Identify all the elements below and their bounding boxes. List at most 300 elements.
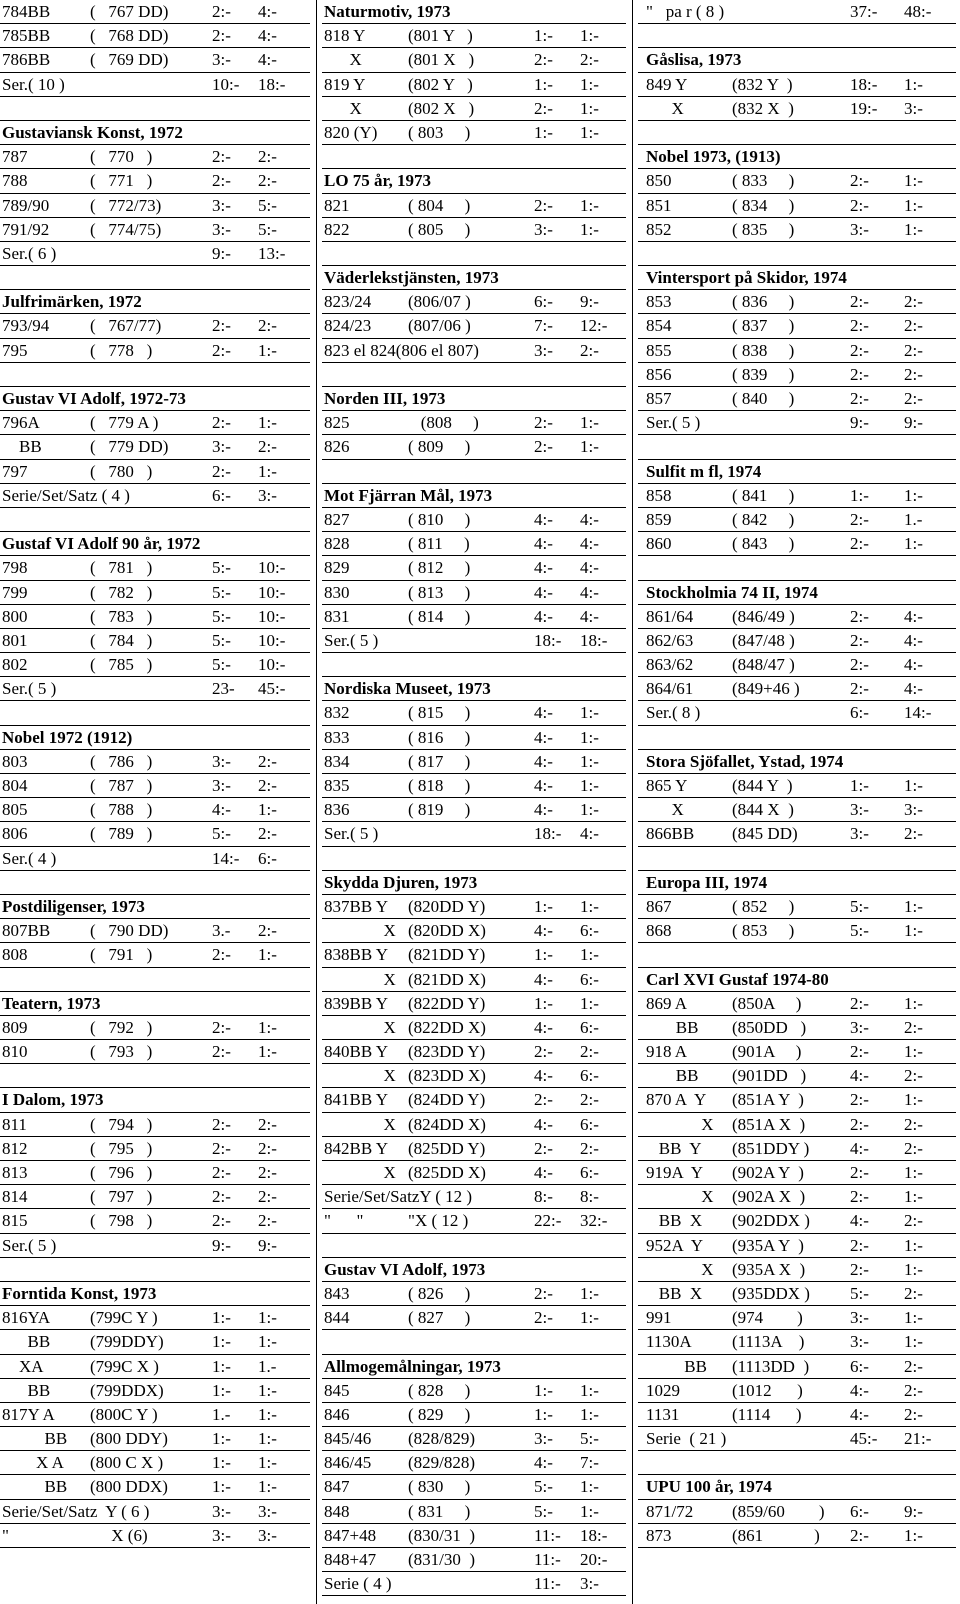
reference-number: (820DD X) bbox=[408, 921, 486, 941]
price-mint: 2:- bbox=[534, 98, 553, 118]
price-row bbox=[638, 363, 956, 387]
price-mint: 9:- bbox=[212, 243, 231, 263]
price-used: 1:- bbox=[258, 1477, 277, 1497]
reference-number: ( 840 ) bbox=[732, 389, 795, 408]
price-mint: 4:- bbox=[534, 1017, 553, 1037]
price-used: 18:- bbox=[258, 74, 286, 94]
price-used: 1:- bbox=[258, 1380, 277, 1400]
reference-number: ( 779 A ) bbox=[90, 413, 159, 433]
price-used: 10:- bbox=[258, 582, 286, 602]
section-heading bbox=[638, 460, 956, 484]
reference-number: ( 795 ) bbox=[90, 1138, 153, 1158]
price-mint: 4:- bbox=[534, 703, 553, 723]
section-title: Nobel 1973, (1913) bbox=[646, 147, 781, 167]
section-heading bbox=[638, 48, 956, 72]
blank-row bbox=[322, 653, 626, 677]
section-title: Stockholmia 74 II, 1974 bbox=[646, 582, 818, 602]
price-used: 1:- bbox=[580, 437, 599, 457]
price-used: 1:- bbox=[904, 921, 923, 941]
catalog-number: 870 A Y bbox=[646, 1090, 707, 1110]
reference-number: (800C Y ) bbox=[90, 1404, 158, 1424]
price-used: 3:- bbox=[258, 485, 277, 505]
catalog-number: 784BB bbox=[2, 2, 51, 21]
catalog-number: 829 bbox=[324, 558, 350, 578]
blank-row bbox=[0, 1258, 310, 1282]
price-mint: 5:- bbox=[850, 896, 869, 916]
price-row bbox=[322, 435, 626, 459]
reference-number: ( 767 DD) bbox=[90, 2, 169, 21]
price-row bbox=[0, 629, 310, 653]
section-heading bbox=[0, 290, 310, 314]
catalog-number: 814 bbox=[2, 1187, 28, 1207]
price-mint: 11:- bbox=[534, 1525, 561, 1545]
price-mint: 4:- bbox=[534, 1114, 553, 1134]
price-row bbox=[0, 1355, 310, 1379]
catalog-number: 800 bbox=[2, 606, 28, 626]
price-used: 1:- bbox=[904, 1187, 923, 1207]
blank-row bbox=[638, 1451, 956, 1475]
price-row bbox=[638, 1355, 956, 1379]
price-mint: 3:- bbox=[212, 1525, 231, 1545]
price-mint: 2:- bbox=[534, 1308, 553, 1328]
price-used: 3:- bbox=[904, 800, 923, 820]
catalog-number: " pa r ( 8 ) bbox=[646, 2, 725, 21]
price-used: 2:- bbox=[258, 1211, 277, 1231]
price-mint: 1:- bbox=[212, 1356, 231, 1376]
price-mint: 3:- bbox=[850, 1017, 869, 1037]
price-row bbox=[322, 1500, 626, 1524]
price-used: 1:- bbox=[580, 413, 599, 433]
price-used: 2:- bbox=[904, 1404, 923, 1424]
price-row bbox=[0, 242, 310, 266]
blank-row bbox=[638, 24, 956, 48]
price-row bbox=[638, 1209, 956, 1233]
price-used: 48:- bbox=[904, 2, 932, 21]
reference-number: ( 770 ) bbox=[90, 147, 153, 167]
reference-number: (851A X ) bbox=[732, 1114, 806, 1134]
price-used: 1:- bbox=[258, 1308, 277, 1328]
price-mint: 5:- bbox=[212, 824, 231, 844]
price-mint: 2:- bbox=[212, 1114, 231, 1134]
price-used: 2:- bbox=[904, 1211, 923, 1231]
price-mint: 2:- bbox=[212, 945, 231, 965]
price-row bbox=[322, 1209, 626, 1233]
price-mint: 2:- bbox=[212, 413, 231, 433]
catalog-number: Ser.( 5 ) bbox=[324, 630, 379, 650]
reference-number: ( 829 ) bbox=[408, 1404, 471, 1424]
price-row bbox=[638, 339, 956, 363]
price-row bbox=[0, 556, 310, 580]
reference-number: (935A X ) bbox=[732, 1259, 806, 1279]
catalog-number: Serie/Set/Satz Y ( 6 ) bbox=[2, 1501, 150, 1521]
blank-row bbox=[0, 968, 310, 992]
price-mint: 3:- bbox=[850, 1308, 869, 1328]
price-mint: 11:- bbox=[534, 1550, 561, 1569]
price-row bbox=[0, 822, 310, 846]
catalog-number: 854 bbox=[646, 316, 672, 336]
price-used: 5:- bbox=[258, 195, 277, 215]
catalog-number: 789/90 bbox=[2, 195, 50, 215]
price-used: 2:- bbox=[258, 316, 277, 336]
catalog-number: BB bbox=[646, 1066, 699, 1086]
price-row bbox=[322, 1548, 626, 1572]
price-row bbox=[0, 1040, 310, 1064]
price-mint: 2:- bbox=[850, 195, 869, 215]
price-mint: 5:- bbox=[534, 1477, 553, 1497]
reference-number: ( 779 DD) bbox=[90, 437, 169, 457]
price-mint: 1:- bbox=[212, 1429, 231, 1449]
price-used: 1:- bbox=[580, 993, 599, 1013]
reference-number: (832 X ) bbox=[732, 98, 794, 118]
reference-number: (801 Y ) bbox=[408, 26, 473, 46]
reference-number: ( 852 ) bbox=[732, 896, 795, 916]
price-mint: 3:- bbox=[212, 195, 231, 215]
catalog-number: 871/72 bbox=[646, 1501, 694, 1521]
catalog-number: 848 bbox=[324, 1501, 350, 1521]
price-row bbox=[322, 121, 626, 145]
column-1 bbox=[0, 0, 310, 1604]
price-used: 9:- bbox=[904, 413, 923, 433]
price-used: 2:- bbox=[258, 1187, 277, 1207]
catalog-number: 805 bbox=[2, 800, 28, 820]
catalog-number: 818 Y bbox=[324, 26, 366, 46]
price-used: 2:- bbox=[904, 364, 923, 384]
price-row bbox=[638, 629, 956, 653]
reference-number: ( 831 ) bbox=[408, 1501, 471, 1521]
price-mint: 11:- bbox=[534, 1574, 561, 1594]
catalog-number: 806 bbox=[2, 824, 28, 844]
price-row bbox=[0, 1524, 310, 1548]
reference-number: (800 C X ) bbox=[90, 1453, 164, 1473]
price-row bbox=[0, 1137, 310, 1161]
price-used: 10:- bbox=[258, 630, 286, 650]
price-row bbox=[638, 1500, 956, 1524]
reference-number: (861 ) bbox=[732, 1525, 820, 1545]
section-title: Forntida Konst, 1973 bbox=[2, 1283, 157, 1303]
price-mint: 4:- bbox=[534, 776, 553, 795]
price-mint: 1:- bbox=[534, 74, 553, 94]
price-row bbox=[638, 1064, 956, 1088]
price-mint: 1:- bbox=[534, 1404, 553, 1424]
section-heading bbox=[638, 750, 956, 774]
price-used: 9:- bbox=[904, 1501, 923, 1521]
price-mint: 4:- bbox=[534, 800, 553, 820]
price-row bbox=[322, 194, 626, 218]
catalog-number: 825 bbox=[324, 413, 350, 433]
reference-number: (802 X ) bbox=[408, 98, 475, 118]
catalog-number: 847+48 bbox=[324, 1525, 377, 1545]
reference-number: (1114 ) bbox=[732, 1404, 802, 1424]
reference-number: (1113DD ) bbox=[732, 1356, 810, 1376]
price-row bbox=[638, 1427, 956, 1451]
reference-number: ( 809 ) bbox=[408, 437, 471, 457]
price-row bbox=[322, 508, 626, 532]
price-mint: 4:- bbox=[534, 727, 553, 747]
price-used: 1:- bbox=[580, 122, 599, 142]
price-row bbox=[638, 701, 956, 725]
price-mint: 3:- bbox=[212, 219, 231, 239]
catalog-number: 812 bbox=[2, 1138, 28, 1158]
price-row bbox=[322, 218, 626, 242]
price-row bbox=[0, 1475, 310, 1499]
catalog-number: 918 A bbox=[646, 1042, 688, 1062]
price-row bbox=[0, 145, 310, 169]
price-mint: 6:- bbox=[850, 703, 869, 723]
price-mint: 2:- bbox=[212, 316, 231, 336]
price-row bbox=[322, 1161, 626, 1185]
price-row bbox=[0, 1427, 310, 1451]
price-mint: 18:- bbox=[534, 824, 562, 844]
price-row bbox=[0, 1451, 310, 1475]
catalog-number: Ser.( 5 ) bbox=[2, 1235, 57, 1255]
section-title: Stora Sjöfallet, Ystad, 1974 bbox=[646, 751, 844, 771]
reference-number: ( 838 ) bbox=[732, 340, 795, 360]
reference-number: ( 819 ) bbox=[408, 800, 471, 820]
price-mint: 4:- bbox=[850, 1066, 869, 1086]
price-used: 2:- bbox=[580, 50, 599, 70]
catalog-number: 1130A bbox=[646, 1332, 692, 1352]
catalog-number: 856 bbox=[646, 364, 672, 384]
price-mint: 9:- bbox=[850, 413, 869, 433]
catalog-number: 846/45 bbox=[324, 1453, 372, 1473]
blank-row bbox=[0, 701, 310, 725]
catalog-number: 831 bbox=[324, 606, 350, 626]
reference-number: (807/06 ) bbox=[408, 316, 471, 336]
price-row bbox=[322, 1524, 626, 1548]
price-used: 13:- bbox=[258, 243, 286, 263]
price-row bbox=[0, 750, 310, 774]
price-mint: 3:- bbox=[850, 800, 869, 820]
price-row bbox=[638, 1161, 956, 1185]
price-row bbox=[638, 508, 956, 532]
price-row bbox=[322, 822, 626, 846]
catalog-number: X bbox=[324, 1017, 396, 1037]
catalog-number: Ser.( 6 ) bbox=[2, 243, 57, 263]
price-mint: 1:- bbox=[212, 1477, 231, 1497]
catalog-number: X bbox=[324, 1066, 396, 1086]
price-row bbox=[0, 194, 310, 218]
price-used: 8:- bbox=[580, 1187, 599, 1207]
price-row bbox=[322, 411, 626, 435]
reference-number: ( 782 ) bbox=[90, 582, 153, 602]
section-title: Julfrimärken, 1972 bbox=[2, 292, 142, 312]
price-row bbox=[0, 411, 310, 435]
blank-row bbox=[638, 943, 956, 967]
reference-number: (800 DDY) bbox=[90, 1429, 168, 1449]
price-row bbox=[0, 1306, 310, 1330]
price-mint: 2:- bbox=[850, 1090, 869, 1110]
price-row bbox=[322, 629, 626, 653]
section-heading bbox=[0, 895, 310, 919]
section-title: Norden III, 1973 bbox=[324, 389, 446, 408]
price-mint: 1:- bbox=[212, 1308, 231, 1328]
price-row bbox=[322, 1427, 626, 1451]
catalog-number: 835 bbox=[324, 776, 350, 795]
catalog-number: 873 bbox=[646, 1525, 672, 1545]
reference-number: (1113A ) bbox=[732, 1332, 805, 1352]
price-used: 1:- bbox=[580, 727, 599, 747]
price-used: 4:- bbox=[580, 509, 599, 529]
reference-number: (825DD X) bbox=[408, 1163, 486, 1182]
catalog-number: 801 bbox=[2, 630, 28, 650]
blank-row bbox=[0, 871, 310, 895]
catalog-number: X bbox=[646, 1187, 714, 1207]
price-mint: 2:- bbox=[212, 171, 231, 191]
price-used: 2:- bbox=[258, 921, 277, 941]
section-title: Teatern, 1973 bbox=[2, 993, 101, 1013]
price-used: 1:- bbox=[904, 1308, 923, 1328]
reference-number: ( 817 ) bbox=[408, 751, 471, 771]
reference-number: (820DD Y) bbox=[408, 896, 486, 916]
reference-number: ( 772/73) bbox=[90, 195, 162, 215]
price-used: 2:- bbox=[258, 171, 277, 191]
section-title: Skydda Djuren, 1973 bbox=[324, 872, 478, 892]
price-used: 21:- bbox=[904, 1429, 932, 1449]
catalog-number: 809 bbox=[2, 1017, 28, 1037]
price-mint: 4:- bbox=[534, 1163, 553, 1182]
price-row bbox=[322, 701, 626, 725]
price-used: 3:- bbox=[258, 1525, 277, 1545]
catalog-number: BB bbox=[646, 1356, 707, 1376]
price-used: 1:- bbox=[258, 461, 277, 481]
reference-number: (808 ) bbox=[408, 413, 479, 433]
catalog-number: 855 bbox=[646, 340, 672, 360]
price-mint: 1:- bbox=[534, 993, 553, 1013]
price-row bbox=[322, 1572, 626, 1596]
catalog-number: 843 bbox=[324, 1283, 350, 1303]
reference-number: (799DDY) bbox=[90, 1332, 164, 1352]
catalog-number: BB bbox=[2, 1477, 68, 1497]
price-used: 2:- bbox=[580, 1090, 599, 1110]
reference-number: ( 781 ) bbox=[90, 558, 153, 578]
blank-row bbox=[638, 121, 956, 145]
price-used: 1:- bbox=[258, 945, 277, 965]
price-mint: 2:- bbox=[534, 1138, 553, 1158]
price-row bbox=[322, 556, 626, 580]
catalog-number: X bbox=[324, 1163, 396, 1182]
reference-number: ( 778 ) bbox=[90, 340, 153, 360]
catalog-number: 808 bbox=[2, 945, 28, 965]
section-title: Carl XVI Gustaf 1974-80 bbox=[646, 969, 829, 989]
catalog-number: X bbox=[646, 1259, 714, 1279]
price-row bbox=[322, 943, 626, 967]
blank-row bbox=[322, 145, 626, 169]
price-row bbox=[322, 1016, 626, 1040]
catalog-number: 837BB Y bbox=[324, 896, 389, 916]
reference-number: (846/49 ) bbox=[732, 606, 795, 626]
price-mint: 2:- bbox=[850, 340, 869, 360]
price-mint: 4:- bbox=[850, 1404, 869, 1424]
reference-number: ( 803 ) bbox=[408, 122, 471, 142]
price-row bbox=[0, 1185, 310, 1209]
price-row bbox=[638, 1016, 956, 1040]
price-row bbox=[322, 1282, 626, 1306]
price-row bbox=[638, 1185, 956, 1209]
price-row bbox=[0, 169, 310, 193]
price-mint: 2:- bbox=[212, 1138, 231, 1158]
price-mint: 45:- bbox=[850, 1429, 878, 1449]
reference-number: (845 DD) bbox=[732, 824, 798, 844]
reference-number: (902DDX ) bbox=[732, 1211, 810, 1231]
price-row bbox=[638, 387, 956, 411]
catalog-number: X bbox=[324, 50, 362, 70]
price-used: 1:- bbox=[258, 1332, 277, 1352]
price-mint: 6:- bbox=[212, 485, 231, 505]
catalog-number: X bbox=[324, 1114, 396, 1134]
price-row bbox=[638, 532, 956, 556]
catalog-number: 817Y A bbox=[2, 1404, 55, 1424]
price-used: 2:- bbox=[904, 1138, 923, 1158]
section-heading bbox=[638, 266, 956, 290]
catalog-number: X bbox=[324, 921, 396, 941]
price-row bbox=[0, 24, 310, 48]
price-used: 2:- bbox=[258, 776, 277, 795]
section-title: Postdiligenser, 1973 bbox=[2, 896, 145, 916]
price-row bbox=[638, 919, 956, 943]
catalog-number: 952A Y bbox=[646, 1235, 703, 1255]
price-row bbox=[322, 1064, 626, 1088]
price-mint: 2:- bbox=[850, 1525, 869, 1545]
reference-number: (821DD Y) bbox=[408, 945, 486, 965]
price-used: 1:- bbox=[904, 993, 923, 1013]
price-used: 1:- bbox=[904, 485, 923, 505]
blank-row bbox=[322, 847, 626, 871]
catalog-number: 832 bbox=[324, 703, 350, 723]
reference-number: ( 814 ) bbox=[408, 606, 471, 626]
section-heading bbox=[638, 871, 956, 895]
catalog-number: 821 bbox=[324, 195, 350, 215]
reference-number: (851DDY ) bbox=[732, 1138, 810, 1158]
price-row bbox=[322, 1185, 626, 1209]
reference-number: (828/829) bbox=[408, 1429, 476, 1449]
section-heading bbox=[322, 0, 626, 24]
reference-number: (844 Y ) bbox=[732, 776, 793, 795]
price-mint: 1:- bbox=[534, 945, 553, 965]
price-mint: 2:- bbox=[850, 1235, 869, 1255]
blank-row bbox=[322, 1330, 626, 1354]
reference-number: (832 Y ) bbox=[732, 74, 793, 94]
price-row bbox=[0, 919, 310, 943]
price-used: 6:- bbox=[580, 1066, 599, 1086]
price-mint: 3:- bbox=[212, 776, 231, 795]
price-used: 6:- bbox=[258, 848, 277, 868]
price-row bbox=[0, 581, 310, 605]
price-used: 1:- bbox=[580, 1283, 599, 1303]
price-mint: 4:- bbox=[534, 751, 553, 771]
price-mint: 3:- bbox=[850, 1332, 869, 1352]
price-row bbox=[638, 605, 956, 629]
price-row bbox=[638, 1306, 956, 1330]
reference-number: ( 789 ) bbox=[90, 824, 153, 844]
price-mint: 2:- bbox=[850, 364, 869, 384]
price-mint: 6:- bbox=[534, 292, 553, 312]
catalog-number: 804 bbox=[2, 776, 28, 795]
catalog-number: 840BB Y bbox=[324, 1042, 389, 1062]
catalog-number: 836 bbox=[324, 800, 350, 820]
price-used: 1:- bbox=[904, 195, 923, 215]
price-mint: 2:- bbox=[212, 147, 231, 167]
reference-number: (823DD Y) bbox=[408, 1042, 486, 1062]
price-row bbox=[322, 726, 626, 750]
reference-number: ( 785 ) bbox=[90, 655, 153, 675]
price-mint: 2:- bbox=[850, 655, 869, 675]
price-used: 1:- bbox=[904, 534, 923, 554]
price-mint: 2:- bbox=[212, 26, 231, 46]
section-heading bbox=[638, 145, 956, 169]
price-mint: 2:- bbox=[850, 993, 869, 1013]
catalog-number: 862/63 bbox=[646, 630, 694, 650]
price-mint: 2:- bbox=[850, 1259, 869, 1279]
